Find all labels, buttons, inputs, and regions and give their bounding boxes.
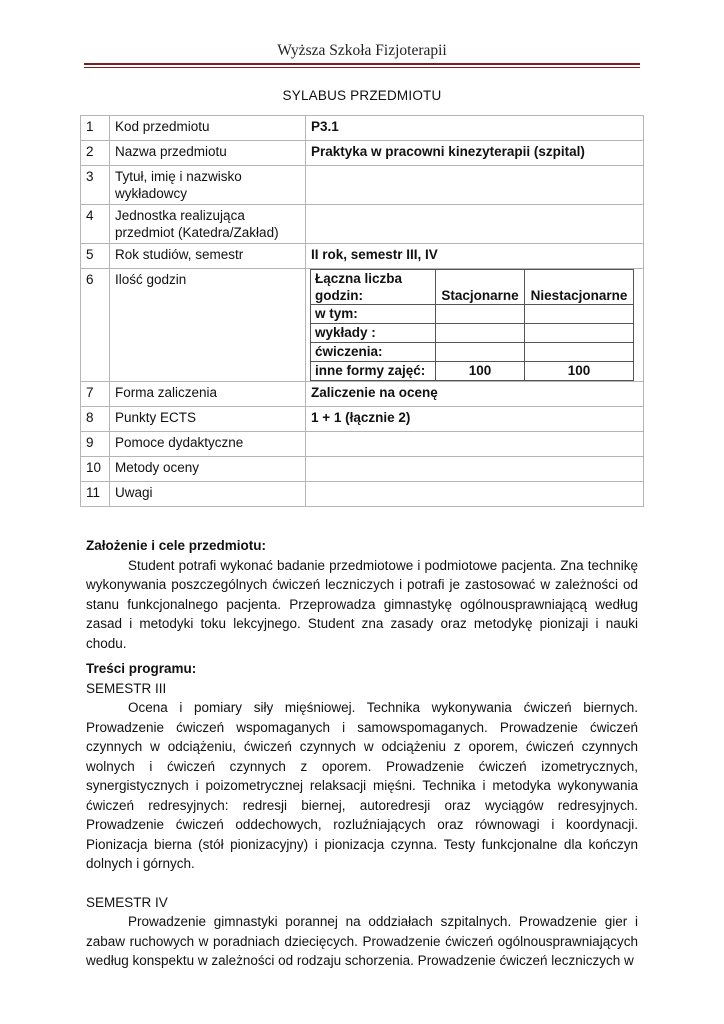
row-value: 1 + 1 (łącznie 2): [306, 407, 644, 432]
row-label: Tytuł, imię i nazwisko wykładowcy: [110, 166, 306, 205]
hours-row-niestac: [525, 343, 634, 362]
row-number: 11: [81, 482, 110, 507]
row-value: [306, 432, 644, 457]
row-label: Metody oceny: [110, 457, 306, 482]
hours-row-label: inne formy zajęć:: [311, 362, 436, 381]
hours-row-niestac: [525, 305, 634, 324]
row-number: 1: [81, 116, 110, 141]
goals-section: [86, 536, 638, 653]
hours-header-stacjonarne: Stacjonarne: [436, 270, 525, 305]
row-number: 9: [81, 432, 110, 457]
table-row: [81, 244, 644, 269]
hours-cell: [306, 269, 644, 382]
semester-4-title: SEMESTR IV: [86, 894, 168, 910]
document-title: SYLABUS PRZEDMIOTU: [282, 88, 442, 103]
table-row: [81, 457, 644, 482]
row-number: 10: [81, 457, 110, 482]
header-rule-thick: [84, 63, 640, 65]
hours-row-label: w tym:: [311, 305, 436, 324]
row-number: 7: [81, 382, 110, 407]
row-number: 4: [81, 205, 110, 244]
hours-row: [311, 343, 634, 362]
table-row: [81, 141, 644, 166]
institution-header: Wyższa Szkoła Fizjoterapii: [277, 42, 447, 59]
semester-3-title: SEMESTR III: [86, 680, 167, 696]
hours-header-total: Łączna liczba godzin:: [311, 270, 436, 305]
table-row: [81, 382, 644, 407]
hours-row: [311, 324, 634, 343]
row-label: Rok studiów, semestr: [110, 244, 306, 269]
row-value: Zaliczenie na ocenę: [306, 382, 644, 407]
table-row: [81, 116, 644, 141]
hours-row-stac: [436, 343, 525, 362]
hours-row-niestac: 100: [525, 362, 634, 381]
hours-row: [311, 362, 634, 381]
row-value: [306, 205, 644, 244]
header-rule-thin: [84, 67, 640, 68]
row-value: Praktyka w pracowni kinezyterapii (szpital): [306, 141, 644, 166]
hours-table: [310, 269, 634, 381]
row-value: [306, 482, 644, 507]
table-row: [81, 166, 644, 205]
hours-row-stac: [436, 305, 525, 324]
syllabus-table: [80, 115, 644, 507]
row-number: 3: [81, 166, 110, 205]
row-label: Uwagi: [110, 482, 306, 507]
row-label: Pomoce dydaktyczne: [110, 432, 306, 457]
hours-row-label: ćwiczenia:: [311, 343, 436, 362]
row-number: 5: [81, 244, 110, 269]
row-number: 6: [81, 269, 110, 382]
program-section: [86, 659, 638, 971]
table-row: [81, 205, 644, 244]
hours-header-row: [311, 270, 634, 305]
goals-heading: Założenie i cele przedmiotu:: [86, 538, 267, 553]
table-row: [81, 482, 644, 507]
semester-4-text: Prowadzenie gimnastyki porannej na oddziałach szpitalnych. Prowadzenie gier i zabaw ruchowych w poradniach dziecięcych. Prowadzenie ćwiczeń ogólnousprawniających według konspektu w zależności od rodzaju schorzenia. Prowadzenie ćwiczeń leczniczych w: [86, 914, 638, 968]
row-label: Nazwa przedmiotu: [110, 141, 306, 166]
row-label: Ilość godzin: [110, 269, 306, 382]
row-number: 8: [81, 407, 110, 432]
table-row: [81, 432, 644, 457]
table-row: [81, 407, 644, 432]
hours-row-label: wykłady :: [311, 324, 436, 343]
hours-header-niestacjonarne: Niestacjonarne: [525, 270, 634, 305]
goals-text: Student potrafi wykonać badanie przedmiotowe i podmiotowe pacjenta. Zna technikę wykonywania poszczególnych ćwiczeń leczniczych i potrafi je zastosować w zależności od stanu funkcjonalnego pacjenta. Przeprowadza gimnastykę ogólnousprawniającą według zasad i metodyki toku lekcyjnego. Student zna zasady oraz metodykę pionizaji i nauki chodu.: [86, 557, 638, 651]
row-value: II rok, semestr III, IV: [306, 244, 644, 269]
row-value: [306, 457, 644, 482]
table-row: [81, 269, 644, 382]
row-label: Kod przedmiotu: [110, 116, 306, 141]
row-number: 2: [81, 141, 110, 166]
row-value: P3.1: [306, 116, 644, 141]
hours-row-stac: [436, 324, 525, 343]
row-label: Forma zaliczenia: [110, 382, 306, 407]
semester-3-text: Ocena i pomiary siły mięśniowej. Technika wykonywania ćwiczeń biernych. Prowadzenie ćwiczeń wspomaganych i samowspomaganych. Prowadzenie ćwiczeń czynnych w odciążeniu, ćwiczeń czynnych w odciążeniu z oporem, ćwiczeń czynnych wolnych i ćwiczeń czynnych z oporem. Prowadzenie ćwiczeń izometrycznych, synergistycznych i poizometrycznej relaksacji mięśni. Technika i metodyka wykonywania ćwiczeń redresyjnych: redresji biernej, autoredresji oraz wyciągów redresyjnych. Prowadzenie ćwiczeń oddechowych, rozluźniających oraz równowagi i koordynacji. Pionizacja bierna (stół pionizacyjny) i pionizacja czynna. Testy funkcjonalne dla kończyn dolnych i górnych.: [86, 700, 638, 871]
row-value: [306, 166, 644, 205]
hours-row-niestac: [525, 324, 634, 343]
row-label: Jednostka realizująca przedmiot (Katedra/Zakład): [110, 205, 306, 244]
hours-row-stac: 100: [436, 362, 525, 381]
hours-row: [311, 305, 634, 324]
row-label: Punkty ECTS: [110, 407, 306, 432]
program-heading: Treści programu:: [86, 661, 197, 676]
